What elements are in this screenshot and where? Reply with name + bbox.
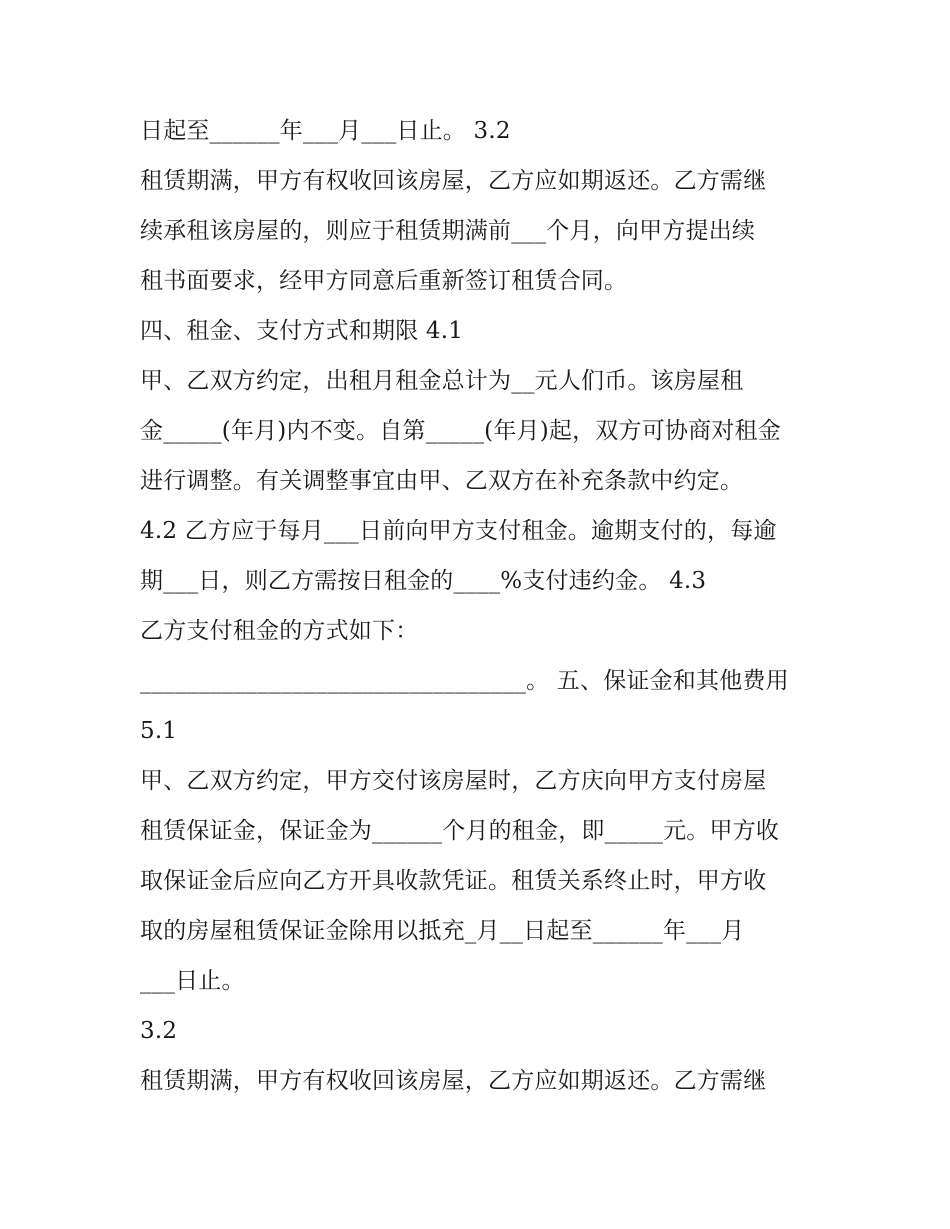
section-heading: 四、租金、支付方式和期限 4.1	[140, 318, 464, 344]
text-line: 租赁保证金，保证金为______个月的租金，即_____元。甲方收	[140, 818, 780, 844]
clause-number: 3.2	[140, 1018, 178, 1044]
text-line: ___日止。	[140, 968, 245, 994]
text-line: 乙方支付租金的方式如下：	[140, 618, 419, 644]
text-line: 期___日，则乙方需按日租金的____%支付违约金。 4.3	[140, 568, 707, 594]
text-line: 租赁期满，甲方有权收回该房屋，乙方应如期返还。乙方需继	[140, 1068, 767, 1094]
text-line: 租书面要求，经甲方同意后重新签订租赁合同。	[140, 268, 628, 294]
text-line: 进行调整。有关调整事宜由甲、乙双方在补充条款中约定。	[140, 468, 744, 494]
text-line: 日起至______年___月___日止。 3.2	[140, 118, 511, 144]
text-line: 租赁期满，甲方有权收回该房屋，乙方应如期返还。乙方需继	[140, 168, 767, 194]
text-line: 甲、乙双方约定，甲方交付该房屋时，乙方庆向甲方支付房屋	[140, 768, 767, 794]
clause-number: 5.1	[140, 718, 178, 744]
text-line: 取的房屋租赁保证金除用以抵充_月__日起至______年___月	[140, 918, 745, 944]
text-line: 4.2 乙方应于每月___日前向甲方支付租金。逾期支付的，每逾	[140, 518, 777, 544]
document-body	[140, 106, 820, 1106]
section-heading: _________________________________。 五、保证金和其他费用	[140, 668, 789, 694]
text-line: 取保证金后应向乙方开具收款凭证。租赁关系终止时，甲方收	[140, 868, 767, 894]
text-line: 续承租该房屋的，则应于租赁期满前___个月，向甲方提出续	[140, 218, 756, 244]
text-line: 金_____(年月)内不变。自第_____(年月)起，双方可协商对租金	[140, 418, 781, 444]
text-line: 甲、乙双方约定，出租月租金总计为__元人们币。该房屋租	[140, 368, 744, 394]
